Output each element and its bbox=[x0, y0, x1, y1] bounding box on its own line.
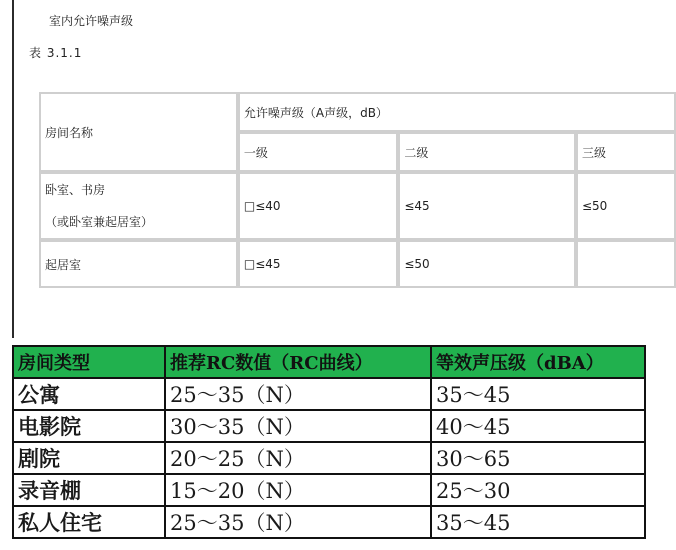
room-type-header: 房间类型 bbox=[13, 346, 165, 378]
dba-cell: 40～45 bbox=[431, 410, 645, 442]
dba-cell: 30～65 bbox=[431, 442, 645, 474]
grade-3-value bbox=[576, 240, 676, 288]
dba-cell: 35～45 bbox=[431, 378, 645, 410]
rc-value-cell: 25～35（N） bbox=[165, 506, 431, 538]
document-left-border bbox=[12, 0, 14, 338]
room-name-cell bbox=[39, 172, 238, 240]
room-type-cell: 电影院 bbox=[13, 410, 165, 442]
dba-cell: 35～45 bbox=[431, 506, 645, 538]
document-title: 室内允许噪声级 bbox=[49, 14, 134, 28]
grade-1-value: □≤45 bbox=[238, 240, 398, 288]
rc-value-cell: 30～35（N） bbox=[165, 410, 431, 442]
table-row bbox=[13, 378, 645, 410]
room-type-cell: 录音棚 bbox=[13, 474, 165, 506]
room-type-cell: 私人住宅 bbox=[13, 506, 165, 538]
rc-value-cell: 25～35（N） bbox=[165, 378, 431, 410]
rc-value-cell: 20～25（N） bbox=[165, 442, 431, 474]
grade-1-header: 一级 bbox=[238, 132, 398, 172]
dba-cell: 25～30 bbox=[431, 474, 645, 506]
dba-header: 等效声压级（dBA） bbox=[431, 346, 645, 378]
room-name-header: 房间名称 bbox=[39, 92, 238, 172]
table-row bbox=[39, 172, 676, 240]
room-type-cell: 公寓 bbox=[13, 378, 165, 410]
room-name-line-1: 卧室、书房 bbox=[45, 183, 106, 197]
grade-2-header: 二级 bbox=[398, 132, 576, 172]
rc-value-cell: 15～20（N） bbox=[165, 474, 431, 506]
grade-3-value: ≤50 bbox=[576, 172, 676, 240]
rc-recommendation-table bbox=[12, 345, 646, 539]
room-name-cell: 起居室 bbox=[39, 240, 238, 288]
table-row bbox=[39, 240, 676, 288]
noise-level-table bbox=[39, 92, 676, 288]
rc-value-header: 推荐RC数值（RC曲线） bbox=[165, 346, 431, 378]
table-row bbox=[13, 474, 645, 506]
rc-header-row bbox=[13, 346, 645, 378]
table-row bbox=[13, 410, 645, 442]
grade-3-header: 三级 bbox=[576, 132, 676, 172]
table-row bbox=[13, 442, 645, 474]
grade-1-value: □≤40 bbox=[238, 172, 398, 240]
room-name-line-2: （或卧室兼起居室） bbox=[45, 215, 154, 229]
table-label: 表 3.1.1 bbox=[29, 46, 83, 60]
table-row bbox=[13, 506, 645, 538]
grade-2-value: ≤50 bbox=[398, 240, 576, 288]
room-type-cell: 剧院 bbox=[13, 442, 165, 474]
allowed-noise-header: 允许噪声级（A声级，dB） bbox=[238, 92, 676, 132]
grade-2-value: ≤45 bbox=[398, 172, 576, 240]
